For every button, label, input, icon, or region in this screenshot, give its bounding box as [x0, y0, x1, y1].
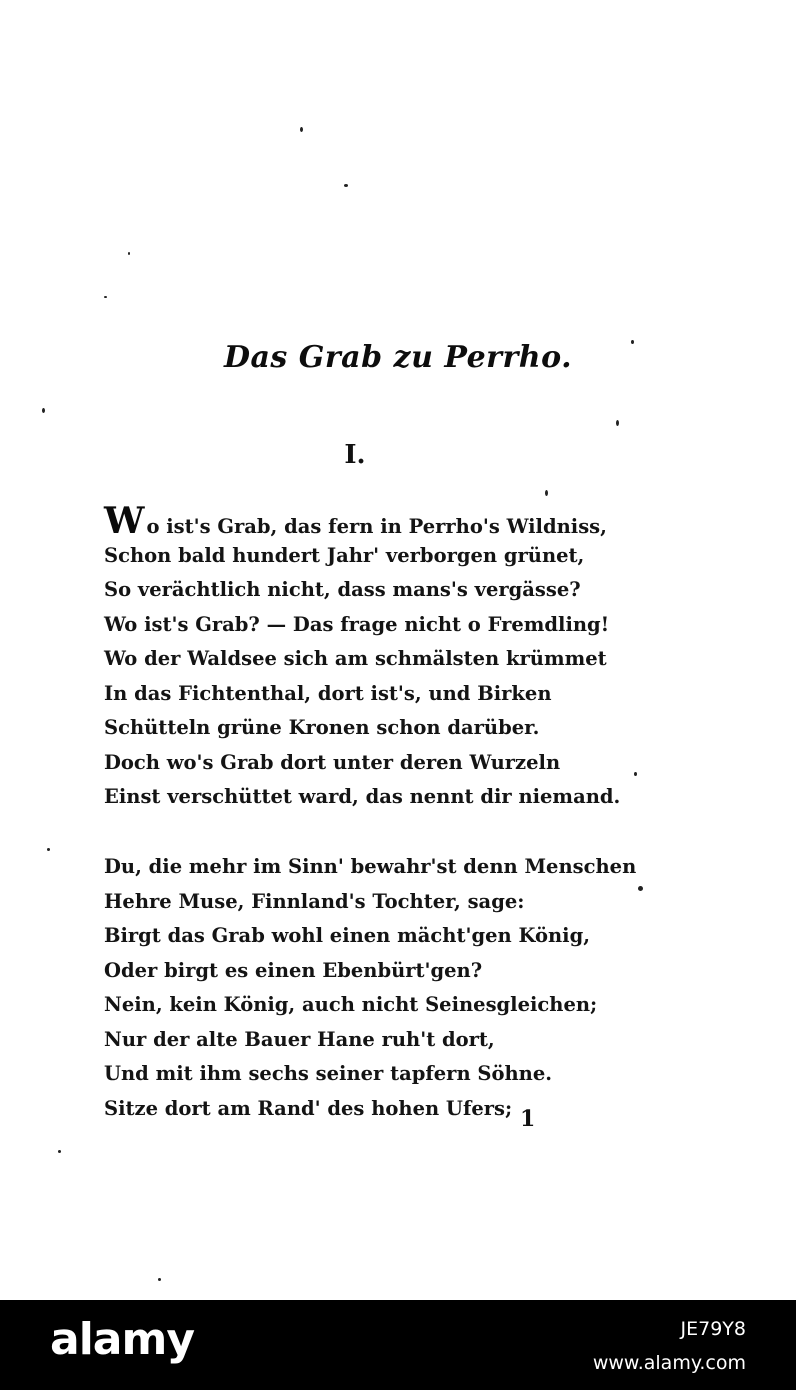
- poem-line: In das Fichtenthal, dort ist's, und Birken: [104, 681, 552, 705]
- image-id: JE79Y8: [680, 1318, 746, 1340]
- print-speck: [344, 184, 348, 187]
- poem-line: Doch wo's Grab dort unter deren Wurzeln: [104, 750, 561, 774]
- poem-line: Hehre Muse, Finnland's Tochter, sage:: [104, 889, 525, 913]
- poem-line: So verächtlich nicht, dass mans's vergässe?: [104, 578, 581, 601]
- print-speck: [300, 127, 303, 132]
- alamy-logo: alamy: [50, 1314, 194, 1365]
- poem-line: [104, 500, 620, 542]
- watermark-footer: [0, 1300, 796, 1390]
- section-number: I.: [344, 440, 366, 470]
- poem-line: Einst verschüttet ward, das nennt dir niemand.: [104, 785, 621, 808]
- poem-line: Du, die mehr im Sinn' bewahr'st denn Menschen: [104, 855, 637, 878]
- stanza-1: [104, 500, 621, 815]
- poem-line: Nein, kein König, auch nicht Seinesgleichen;: [104, 993, 598, 1016]
- poem-line: Sitze dort am Rand' des hohen Ufers;: [104, 1096, 513, 1120]
- poem-line: Schon bald hundert Jahr' verborgen grünet,: [104, 543, 585, 567]
- print-speck: [158, 1278, 161, 1281]
- print-speck: [58, 1150, 61, 1153]
- print-speck: [616, 420, 619, 426]
- poem-line: Wo ist's Grab? — Das frage nicht o Fremdling!: [104, 612, 610, 636]
- print-speck: [47, 848, 50, 851]
- poem-line: Oder birgt es einen Ebenbürt'gen?: [104, 958, 483, 982]
- print-speck: [545, 490, 548, 496]
- poem-line: Und mit ihm sechs seiner tapfern Söhne.: [104, 1062, 553, 1085]
- site-url: www.alamy.com: [592, 1352, 746, 1374]
- drop-cap: W: [104, 500, 145, 542]
- print-speck: [104, 296, 107, 298]
- print-speck: [638, 886, 643, 891]
- poem-line-text: o ist's Grab, das fern in Perrho's Wildniss,: [146, 515, 607, 538]
- poem-line: Schütteln grüne Kronen schon darüber.: [104, 716, 540, 739]
- print-speck: [634, 772, 637, 776]
- stanza-2: [104, 850, 636, 1126]
- poem-line: Birgt das Grab wohl einen mächt'gen König,: [104, 924, 590, 947]
- page-title: Das Grab zu Perrho.: [223, 340, 573, 375]
- page-number: 1: [520, 1106, 536, 1132]
- print-speck: [128, 252, 130, 255]
- print-speck: [42, 408, 45, 413]
- poem-line: Nur der alte Bauer Hane ruh't dort,: [104, 1027, 495, 1051]
- poem-line: Wo der Waldsee sich am schmälsten krümmet: [104, 647, 607, 670]
